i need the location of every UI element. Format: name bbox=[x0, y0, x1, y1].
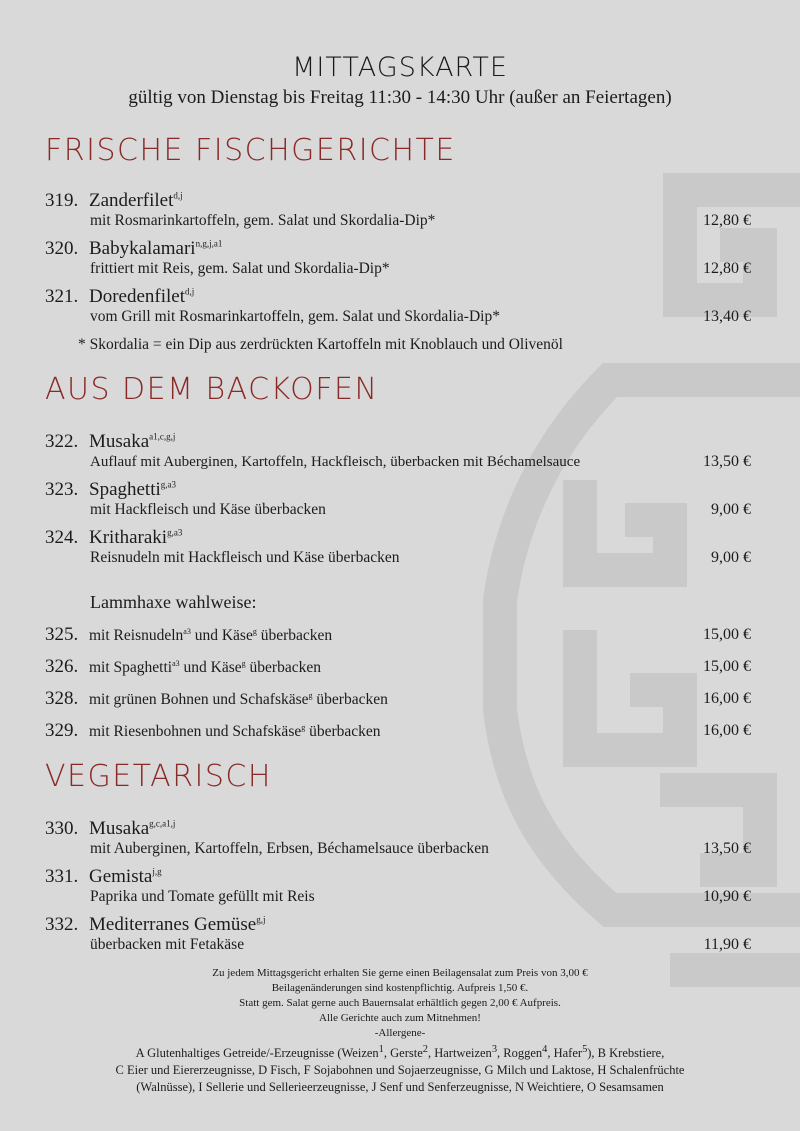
allergen-text: , Hartweizen bbox=[427, 1046, 492, 1061]
section-title-oven: AUS DEM BACKOFEN bbox=[45, 372, 379, 407]
item-description: mit Auberginen, Kartoffeln, Erbsen, Béchamelsauce überbacken bbox=[90, 840, 489, 857]
allergen-heading: -Allergene- bbox=[374, 1027, 426, 1039]
menu-item bbox=[45, 527, 755, 567]
item-text: und Käse bbox=[190, 627, 253, 644]
item-text: überbacken bbox=[312, 691, 388, 708]
item-description: Paprika und Tomate gefüllt mit Reis bbox=[90, 888, 315, 905]
allergen-sup: 5 bbox=[582, 1044, 588, 1055]
item-price: 12,80 € bbox=[703, 212, 751, 229]
footer-line: Zu jedem Mittagsgericht erhalten Sie gerne einen Beilagensalat zum Preis von 3,00 € bbox=[212, 967, 588, 979]
allergen-text: , Gerste bbox=[383, 1046, 423, 1061]
item-text: mit Reisnudeln bbox=[89, 627, 184, 644]
section-title-fish: FRISCHE FISCHGERICHTE bbox=[45, 133, 456, 168]
item-description: vom Grill mit Rosmarinkartoffeln, gem. Salat und Skordalia-Dip* bbox=[90, 308, 500, 325]
item-number: 329. bbox=[45, 720, 79, 741]
item-text: mit grünen Bohnen und Schafskäse bbox=[89, 691, 309, 708]
allergen-list: C Eier und Eiererzeugnisse, D Fisch, F Sojabohnen und Sojaerzeugnisse, G Milch und Laktose, H Schalenfrüchte bbox=[115, 1063, 685, 1078]
item-allergens: g bbox=[241, 658, 246, 668]
item-text: mit Riesenbohnen und Schafskäse bbox=[89, 723, 302, 740]
item-description: mit Rosmarinkartoffeln, gem. Salat und Skordalia-Dip* bbox=[90, 212, 436, 229]
item-description: frittiert mit Reis, gem. Salat und Skordalia-Dip* bbox=[90, 260, 390, 277]
item-price: 13,40 € bbox=[703, 308, 751, 325]
item-text: überbacken bbox=[305, 723, 381, 740]
lamb-item bbox=[45, 656, 755, 678]
item-allergens: a3 bbox=[183, 626, 191, 636]
menu-item bbox=[45, 190, 755, 230]
lamb-item bbox=[45, 720, 755, 742]
item-number: 328. bbox=[45, 688, 79, 709]
item-number: 320. bbox=[45, 238, 79, 259]
lamb-item bbox=[45, 624, 755, 646]
item-name: Musaka bbox=[89, 818, 150, 839]
item-description: Reisnudeln mit Hackfleisch und Käse überbacken bbox=[90, 549, 400, 566]
item-number: 325. bbox=[45, 624, 79, 645]
item-allergens: j,g bbox=[152, 866, 162, 877]
allergen-text: , Hafer bbox=[547, 1046, 583, 1061]
item-number: 330. bbox=[45, 818, 79, 839]
footer bbox=[30, 966, 770, 1096]
item-number: 324. bbox=[45, 527, 79, 548]
allergen-text: A Glutenhaltiges Getreide/-Erzeugnisse (Weizen bbox=[135, 1046, 379, 1061]
allergen-list: (Walnüsse), I Sellerie und Sellerieerzeugnisse, J Senf und Senferzeugnisse, N Weichtiere, O Sesamsamen bbox=[136, 1080, 664, 1095]
item-number: 331. bbox=[45, 866, 79, 887]
allergen-sup: 4 bbox=[542, 1044, 548, 1055]
item-description: mit Hackfleisch und Käse überbacken bbox=[90, 501, 326, 518]
menu-item bbox=[45, 238, 755, 278]
allergen-sup: 3 bbox=[491, 1044, 498, 1055]
item-number: 321. bbox=[45, 286, 79, 307]
menu-item bbox=[45, 479, 755, 519]
item-text: mit Spaghetti bbox=[89, 659, 173, 676]
item-price: 13,50 € bbox=[703, 840, 751, 857]
item-allergens: a1,c,g,j bbox=[149, 431, 176, 442]
item-price: 9,00 € bbox=[711, 501, 751, 518]
menu-item bbox=[45, 866, 755, 906]
item-name: Musaka bbox=[89, 431, 150, 452]
page-title: MITTAGSKARTE bbox=[292, 52, 508, 83]
item-price: 16,00 € bbox=[703, 722, 751, 739]
item-price: 12,80 € bbox=[703, 260, 751, 277]
item-price: 10,90 € bbox=[703, 888, 751, 905]
item-name: Zanderfilet bbox=[89, 190, 174, 211]
item-text: überbacken bbox=[245, 659, 321, 676]
item-number: 322. bbox=[45, 431, 79, 452]
item-allergens: g,a3 bbox=[160, 479, 177, 490]
menu-item bbox=[45, 914, 755, 954]
item-name: Doredenfilet bbox=[89, 286, 186, 307]
allergen-list bbox=[30, 1041, 770, 1062]
lamb-section-title: Lammhaxe wahlweise: bbox=[90, 592, 257, 612]
menu-item bbox=[45, 818, 755, 858]
footer-line: Beilagenänderungen sind kostenpflichtig. Aufpreis 1,50 €. bbox=[271, 982, 529, 994]
item-price: 16,00 € bbox=[703, 690, 751, 707]
menu-item bbox=[45, 286, 755, 326]
item-price: 11,90 € bbox=[703, 936, 751, 953]
item-description: Auflauf mit Auberginen, Kartoffeln, Hackfleisch, überbacken mit Béchamelsauce bbox=[90, 454, 581, 470]
allergen-sup: 1 bbox=[378, 1044, 384, 1055]
item-number: 332. bbox=[45, 914, 79, 935]
item-price: 13,50 € bbox=[703, 453, 751, 470]
item-price: 9,00 € bbox=[711, 549, 751, 566]
item-allergens: g,j bbox=[256, 914, 266, 925]
item-name: Babykalamari bbox=[89, 238, 196, 259]
item-name: Spaghetti bbox=[89, 479, 161, 500]
item-allergens: g bbox=[252, 626, 257, 636]
allergen-text: ), B Krebstiere, bbox=[587, 1046, 665, 1061]
item-number: 323. bbox=[45, 479, 79, 500]
item-description: überbacken mit Fetakäse bbox=[90, 936, 245, 953]
item-allergens: g,a3 bbox=[167, 527, 183, 538]
item-number: 319. bbox=[45, 190, 79, 211]
allergen-text: , Roggen bbox=[497, 1046, 543, 1061]
footer-line: Alle Gerichte auch zum Mitnehmen! bbox=[319, 1012, 481, 1024]
item-allergens: d,j bbox=[173, 190, 183, 201]
skordalia-note: * Skordalia = ein Dip aus zerdrückten Kartoffeln mit Knoblauch und Olivenöl bbox=[78, 336, 563, 353]
item-allergens: n,g,j,a1 bbox=[195, 238, 223, 249]
item-name: Kritharaki bbox=[89, 527, 168, 548]
item-allergens: g bbox=[308, 690, 313, 700]
item-allergens: g,c,a1,j bbox=[149, 818, 176, 829]
section-title-veg: VEGETARISCH bbox=[45, 759, 272, 794]
page-subtitle: gültig von Dienstag bis Freitag 11:30 - 14:30 Uhr (außer an Feiertagen) bbox=[128, 87, 672, 108]
item-name: Mediterranes Gemüse bbox=[89, 914, 257, 935]
item-text: überbacken bbox=[256, 627, 333, 644]
item-allergens: a3 bbox=[172, 658, 180, 668]
item-number: 326. bbox=[45, 656, 79, 677]
item-text: und Käse bbox=[179, 659, 242, 676]
menu-item bbox=[45, 431, 755, 471]
item-price: 15,00 € bbox=[703, 626, 751, 643]
item-allergens: g bbox=[301, 722, 306, 732]
item-price: 15,00 € bbox=[703, 658, 751, 675]
footer-line: Statt gem. Salat gerne auch Bauernsalat erhältlich gegen 2,00 € Aufpreis. bbox=[239, 997, 561, 1009]
lamb-item bbox=[45, 688, 755, 710]
item-allergens: d,j bbox=[185, 286, 195, 297]
item-name: Gemista bbox=[89, 866, 153, 887]
allergen-sup: 2 bbox=[422, 1044, 428, 1055]
